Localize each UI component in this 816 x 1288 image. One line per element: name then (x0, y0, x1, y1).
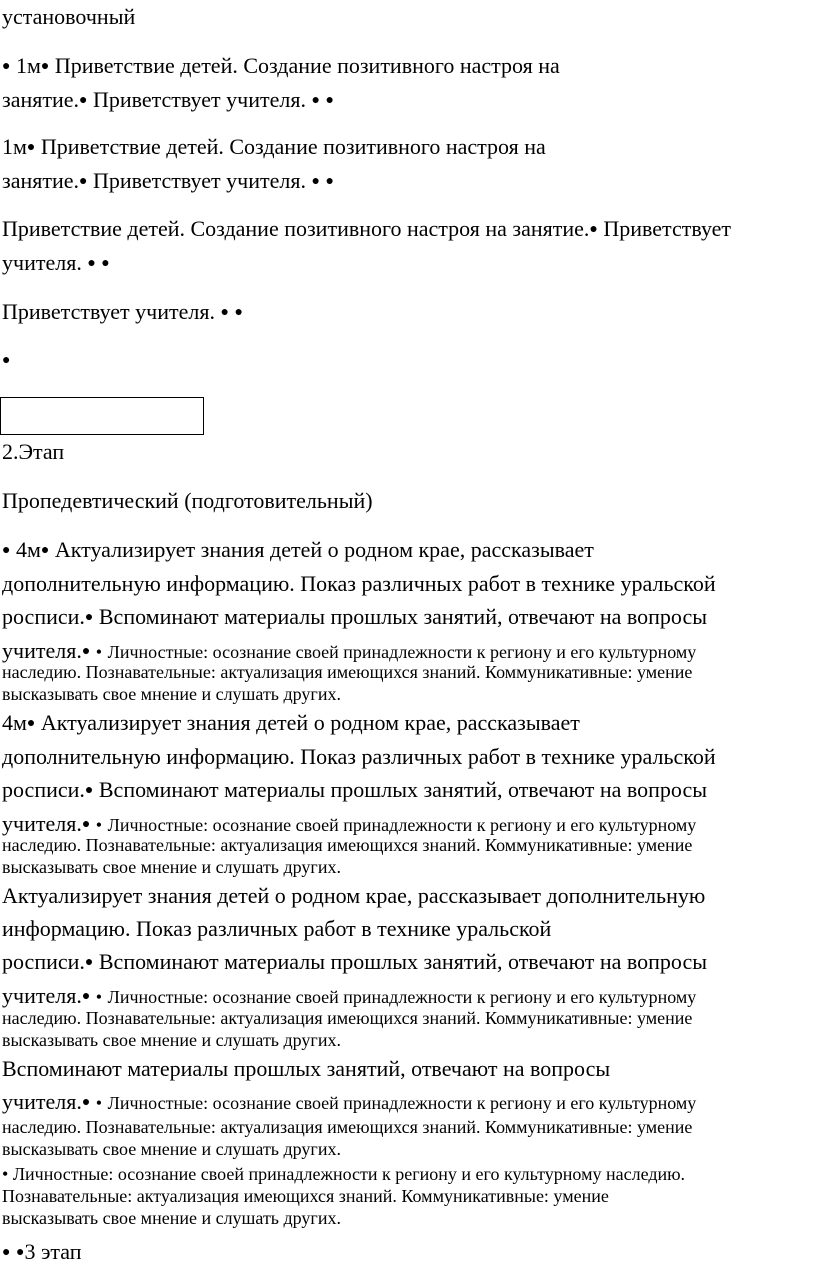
bullet-icon: ● (84, 610, 94, 625)
stage2-block-4: Вспоминают материалы прошлых занятий, отвечают на вопросы учителя.● • Личностные: осознание своей принадлежности к региону и его культурному (2, 1052, 696, 1119)
stage2-block-4-cont: наследию. Познавательные: актуализация имеющихся знаний. Коммуникативные: умение высказывать свое мнение и слушать других. (2, 1117, 693, 1159)
bullet-icon: ● (79, 93, 88, 108)
stage2-block-3: Актуализирует знания детей о родном крае, рассказывает дополнительную информацию. Показ различных работ в технике уральской росписи.● Вспоминают материалы прошлых занятий, отвечают на вопросы учителя.● • Личностные: осознание своей принадлежности к региону и его культурному (2, 879, 707, 1013)
bullet-icon: ● (220, 305, 229, 320)
bullet-icon: ● (81, 817, 91, 832)
bullet-icon: ● (79, 174, 88, 189)
bullet-icon: ● (81, 644, 91, 659)
bullet-icon: ● (234, 305, 243, 320)
stage2-block-5: • Личностные: осознание своей принадлежности к региону и его культурному наследию. Познавательные: актуализация имеющихся знаний. Коммуникативные: умение высказывать свое мнение и слушать других. (2, 1164, 686, 1228)
bullet-icon: ● (84, 783, 94, 798)
stage2-block-1-cont: наследию. Познавательные: актуализация имеющихся знаний. Коммуникативные: умение высказывать свое мнение и слушать других. (2, 662, 693, 704)
bullet-icon: ● (2, 59, 11, 74)
bullet-icon: ● (589, 222, 598, 237)
bullet-icon: ● (325, 174, 334, 189)
bullet-icon: ● (2, 353, 11, 368)
bullet-icon: ● (87, 256, 96, 271)
stage1-block-3: Приветствие детей. Создание позитивного настроя на занятие.● Приветствует учителя. ● ● (2, 212, 731, 280)
bullet-icon: ● (26, 716, 36, 731)
stage2-block-2: 4м● Актуализирует знания детей о родном крае, рассказывает дополнительную информацию. Показ различных работ в технике уральской росписи.● Вспоминают материалы прошлых занятий, отвечают на вопросы учителя.● • Личностные: осознание своей принадлежности к региону и его культурному (2, 706, 716, 841)
empty-table-cell (0, 397, 204, 435)
stage2-label: 2.Этап (2, 439, 65, 464)
bullet-icon: ● (311, 93, 320, 108)
bullet-icon: ● (2, 1245, 11, 1260)
stage2-block-1: ● 4м● Актуализирует знания детей о родном крае, рассказывает дополнительную информацию. Показ различных работ в технике уральской росписи.● Вспоминают материалы прошлых занятий, отвечают на вопросы учителя.● • Личностные: осознание своей принадлежности к региону и его культурному (2, 533, 716, 668)
bullet-icon: ● (2, 543, 11, 558)
bullet-icon: ● (325, 93, 334, 108)
stage1-title: установочный (2, 4, 136, 29)
bullet-icon: ● (101, 256, 110, 271)
bullet-icon: ● (311, 174, 320, 189)
stage2-block-3-cont: наследию. Познавательные: актуализация имеющихся знаний. Коммуникативные: умение высказывать свое мнение и слушать других. (2, 1008, 693, 1050)
bullet-icon: ● (81, 1095, 91, 1110)
bullet-icon: ● (84, 955, 94, 970)
stage2-name: Пропедевтический (подготовительный) (2, 488, 373, 513)
bullet-icon: ● (15, 1245, 25, 1260)
stage1-block-4: Приветствует учителя. ● ● (2, 295, 243, 329)
stage1-block-2: 1м● Приветствие детей. Создание позитивного настроя на занятие.● Приветствует учителя. ● ● (2, 130, 546, 198)
bullet-icon: ● (81, 989, 91, 1004)
stage1-block-5 (2, 343, 10, 377)
stage1-block-1: ● 1м● Приветствие детей. Создание позитивного настроя на занятие.● Приветствует учителя. ● ● (2, 49, 560, 117)
stage2-block-2-cont: наследию. Познавательные: актуализация имеющихся знаний. Коммуникативные: умение высказывать свое мнение и слушать других. (2, 835, 693, 877)
bullet-icon: ● (26, 140, 36, 155)
bullet-icon: ● (40, 59, 50, 74)
stage3-label: ● ●3 этап (2, 1235, 82, 1269)
bullet-icon: ● (40, 543, 50, 558)
